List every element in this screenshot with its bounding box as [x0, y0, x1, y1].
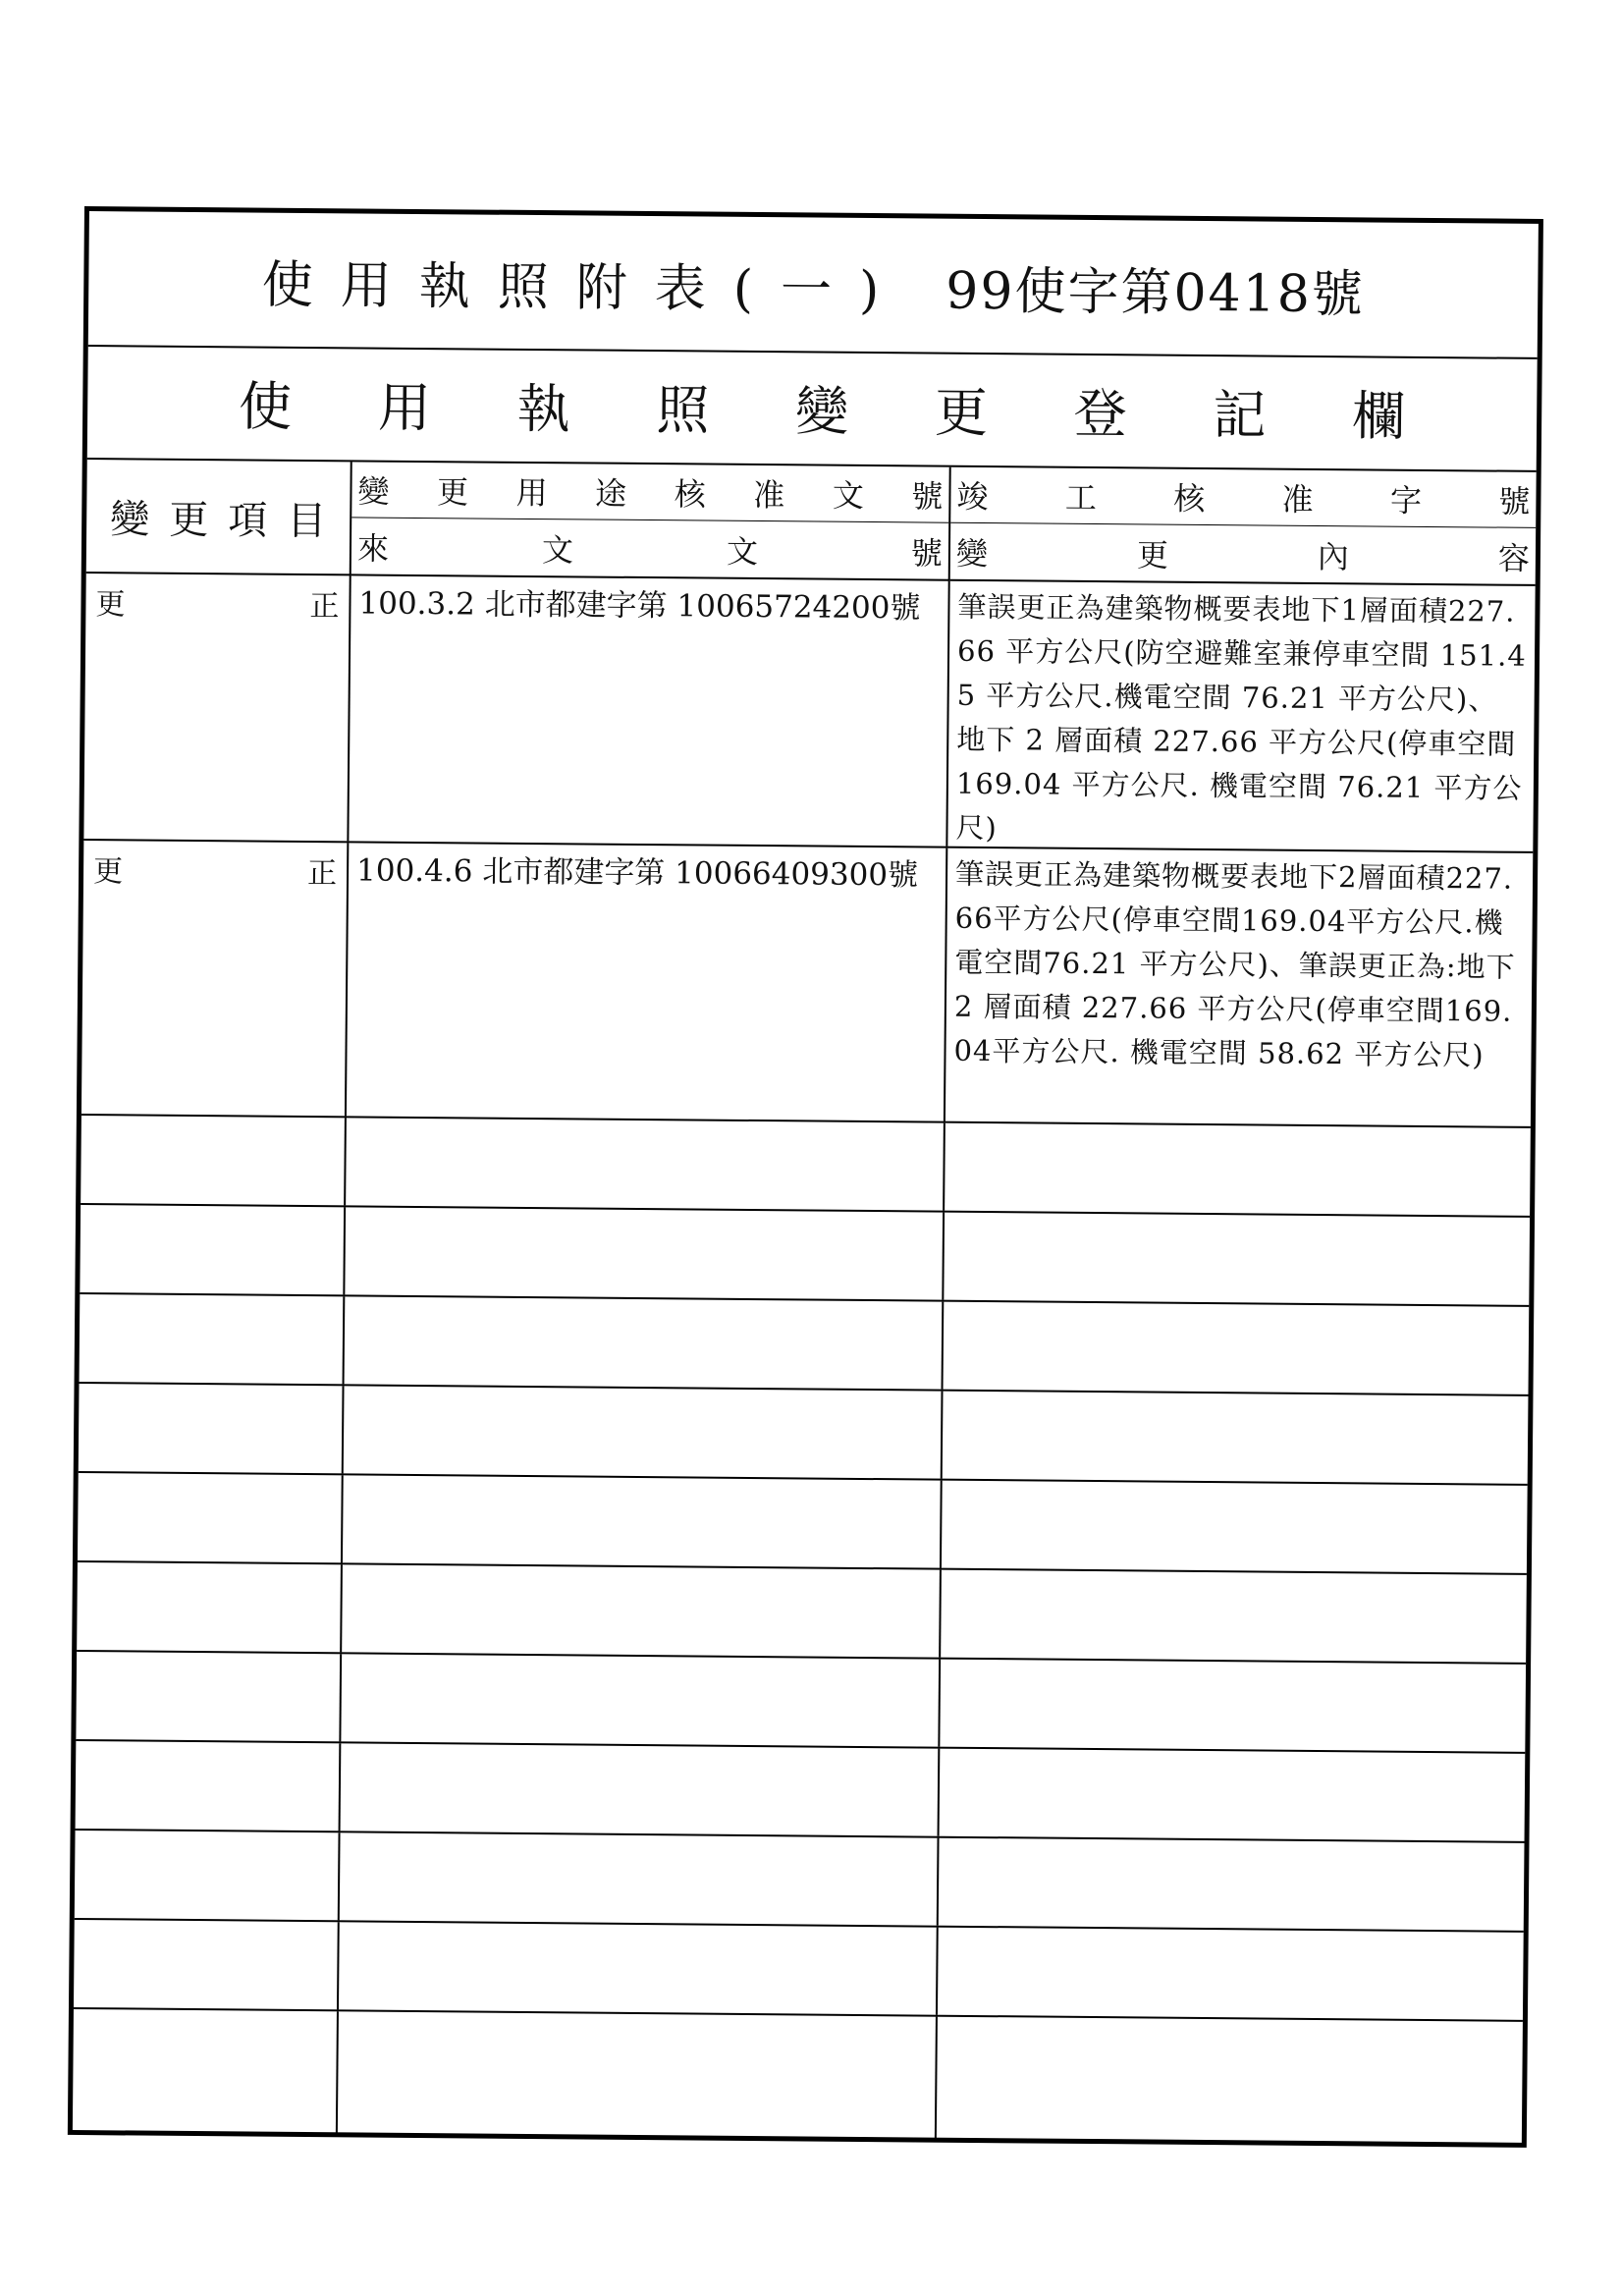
header-char: 工	[1064, 478, 1098, 518]
header-char: 目	[287, 498, 327, 544]
empty-cell	[343, 1475, 943, 1567]
empty-cell	[341, 1654, 941, 1746]
empty-cell	[939, 1838, 1525, 1931]
empty-cell	[344, 1386, 944, 1478]
empty-cell	[345, 1207, 945, 1299]
header-incoming-doc-no	[351, 518, 948, 578]
empty-cell	[940, 1749, 1526, 1841]
empty-cell	[942, 1481, 1528, 1573]
header-char: 內	[1317, 537, 1350, 575]
empty-row	[76, 1652, 1526, 1754]
header-char: 文	[541, 530, 574, 569]
header-char: 更	[169, 497, 209, 543]
empty-cell	[940, 1660, 1526, 1752]
empty-cell	[342, 1564, 942, 1657]
empty-row	[81, 1116, 1531, 1218]
change-content-cell: 筆誤更正為建築物概要表地下2層面積227.66平方公尺(停車空間169.04平方公尺.機電空間76.21 平方公尺)、筆誤更正為:地下 2 層面積 227.66 平方公尺(停車空間169.04平方公尺. 機電空間 58.62 平方公尺)	[953, 856, 1516, 1072]
header-char: 號	[911, 477, 944, 516]
empty-cell	[943, 1392, 1529, 1484]
document-number-cell: 100.4.6 北市都建字第 10066409300號	[347, 843, 947, 1121]
change-item-char: 更	[92, 854, 124, 890]
header-char: 號	[1498, 482, 1531, 520]
empty-row	[73, 2009, 1523, 2144]
empty-row	[74, 1920, 1524, 2022]
empty-cell	[74, 1920, 340, 2009]
header-char: 文	[726, 532, 759, 571]
section-title-char: 照	[656, 379, 710, 442]
header-change-content	[950, 523, 1536, 584]
form-name: 使用執照附表(一)	[261, 255, 907, 320]
table-row	[83, 574, 1535, 853]
empty-cell	[944, 1213, 1530, 1305]
section-title-char: 記	[1213, 384, 1267, 447]
header-char: 文	[832, 476, 865, 515]
header-char: 竣	[956, 477, 989, 517]
empty-row	[78, 1473, 1528, 1575]
empty-cell	[345, 1296, 945, 1389]
change-item-cell	[83, 574, 351, 841]
header-approval-doc-no	[351, 462, 948, 522]
empty-cell	[938, 1928, 1524, 2020]
empty-cell	[346, 1118, 946, 1210]
empty-cell	[75, 1831, 341, 1920]
section-title-char: 登	[1073, 382, 1127, 446]
header-char: 准	[753, 475, 785, 515]
empty-row	[79, 1384, 1529, 1486]
empty-row	[80, 1294, 1530, 1396]
header-char: 准	[1281, 480, 1314, 519]
section-title-char: 執	[516, 377, 570, 441]
empty-row	[80, 1205, 1530, 1307]
header-char: 變	[110, 496, 150, 543]
empty-cell	[78, 1473, 344, 1562]
header-char: 項	[228, 497, 268, 544]
empty-row	[76, 1741, 1526, 1843]
header-char: 用	[515, 473, 548, 513]
header-char: 更	[1136, 535, 1169, 574]
empty-cell	[338, 2011, 938, 2138]
usage-license-form	[68, 206, 1543, 2148]
empty-cell	[73, 2009, 339, 2133]
empty-cell	[944, 1302, 1530, 1394]
header-char: 變	[955, 534, 989, 573]
header-char: 更	[436, 473, 469, 512]
empty-cell	[77, 1562, 343, 1652]
header-content-column	[950, 467, 1537, 586]
empty-cell	[80, 1294, 346, 1384]
header-document-column	[351, 462, 951, 580]
form-title	[88, 211, 1539, 359]
empty-row	[75, 1831, 1525, 1933]
change-item-char: 正	[306, 856, 338, 892]
header-char: 字	[1389, 481, 1423, 519]
section-title-char: 欄	[1351, 385, 1406, 448]
section-title-char: 用	[377, 376, 432, 440]
empty-cell	[340, 1832, 940, 1925]
empty-cell	[80, 1205, 346, 1294]
section-title	[87, 345, 1538, 472]
empty-row	[77, 1562, 1527, 1665]
header-char: 核	[674, 475, 706, 514]
header-change-item	[86, 460, 352, 575]
empty-cell	[941, 1570, 1527, 1663]
empty-cell	[341, 1743, 941, 1835]
empty-cell	[339, 1922, 939, 2014]
header-char: 途	[594, 474, 627, 513]
change-item-char: 更	[95, 587, 126, 623]
change-content-cell: 筆誤更正為建築物概要表地下1層面積227.66 平方公尺(防空避難室兼停車空間 151.45 平方公尺.機電空間 76.21 平方公尺)、地下 2 層面積 227.66 平方公尺(停車空間 169.04 平方公尺. 機電空間 76.21 平方公尺)	[955, 589, 1527, 846]
header-char: 核	[1173, 479, 1206, 518]
header-char: 來	[356, 528, 390, 568]
empty-cell	[937, 2017, 1523, 2144]
section-title-char: 更	[934, 381, 989, 445]
license-number: 99使字第0418號	[946, 261, 1366, 324]
empty-cell	[76, 1741, 342, 1831]
empty-cell	[81, 1116, 347, 1205]
header-completion-no	[950, 467, 1536, 528]
header-char: 變	[357, 472, 390, 511]
section-title-char: 使	[238, 375, 293, 438]
change-item-char: 正	[309, 589, 340, 625]
header-char: 容	[1497, 539, 1531, 577]
change-item-cell	[81, 841, 349, 1116]
empty-cell	[945, 1123, 1531, 1216]
empty-cell	[76, 1652, 342, 1741]
empty-cell	[79, 1384, 345, 1473]
section-title-char: 變	[794, 380, 849, 443]
table-row	[81, 841, 1533, 1128]
document-number-cell: 100.3.2 北市都建字第 10065724200號	[349, 575, 949, 846]
header-char: 號	[910, 533, 944, 573]
